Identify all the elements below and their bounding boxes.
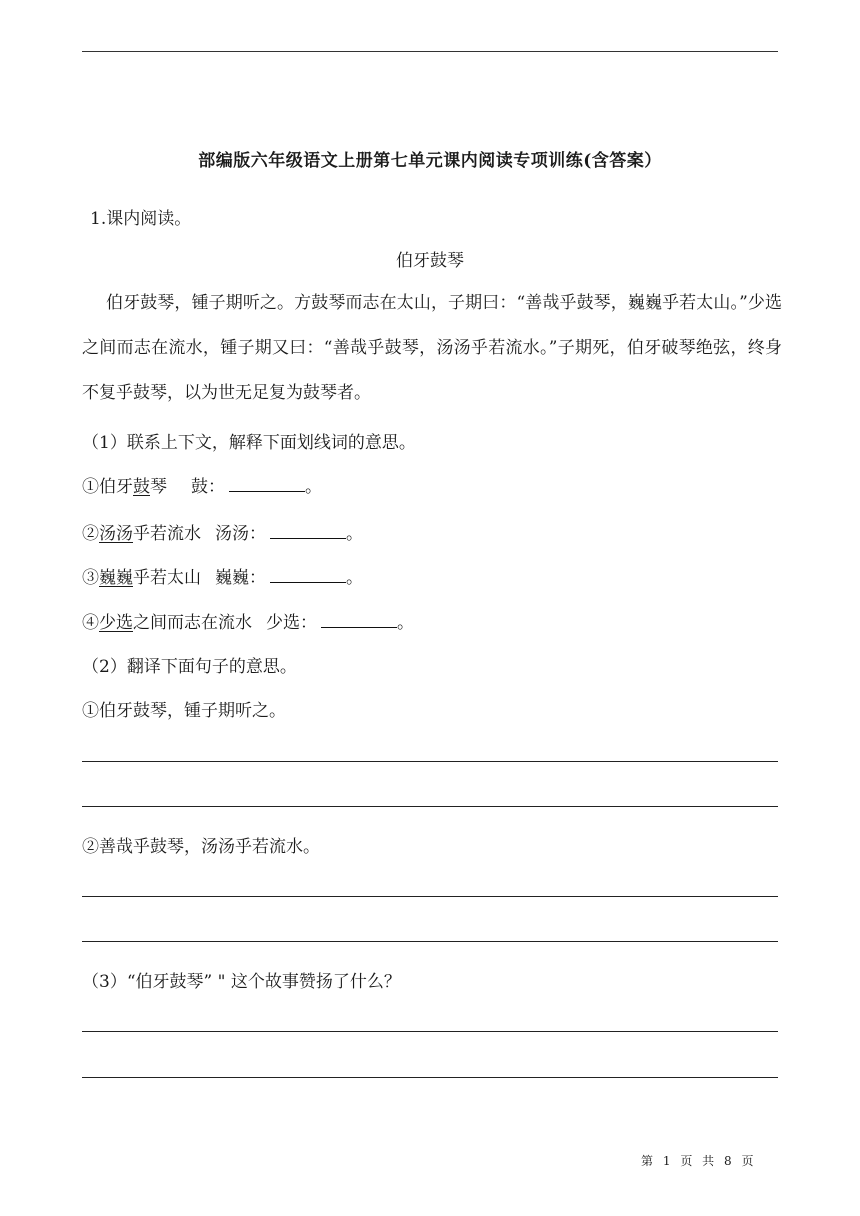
answer-line[interactable] — [82, 896, 778, 897]
vocab-item-1 — [82, 472, 322, 497]
underlined-word: 鼓 — [133, 477, 150, 497]
document-title: 部编版六年级语文上册第七单元课内阅读专项训练(含答案） — [198, 151, 662, 171]
underlined-word: 巍巍 — [99, 568, 133, 588]
item-word-label: 少选： — [266, 613, 317, 633]
answer-line[interactable] — [82, 1031, 778, 1032]
vocab-item-3 — [82, 563, 363, 588]
footer-text: 页 — [741, 1154, 756, 1168]
footer-text: 第 — [641, 1154, 656, 1168]
item-word-label: 汤汤： — [215, 524, 266, 544]
part-3-prompt: （3）“伯牙鼓琴” " 这个故事赞扬了什么？ — [82, 972, 401, 992]
footer-text: 共 — [702, 1154, 717, 1168]
vocab-item-4 — [82, 608, 414, 633]
answer-line[interactable] — [82, 941, 778, 942]
translate-sentence-1: ①伯牙鼓琴，锺子期听之。 — [82, 701, 286, 721]
item-text-post: 乎若太山 — [133, 568, 201, 588]
item-end: 。 — [346, 568, 363, 588]
header-rule — [82, 51, 778, 52]
answer-blank[interactable] — [270, 522, 346, 539]
item-text-post: 之间而志在流水 — [133, 613, 252, 633]
item-number: ② — [82, 524, 99, 544]
answer-blank[interactable] — [229, 475, 305, 492]
item-text-post: 乎若流水 — [133, 524, 201, 544]
answer-line[interactable] — [82, 1077, 778, 1078]
total-pages: 8 — [724, 1154, 734, 1168]
item-end: 。 — [305, 477, 322, 497]
answer-line[interactable] — [82, 761, 778, 762]
page-footer — [640, 1152, 756, 1169]
underlined-word: 汤汤 — [99, 524, 133, 544]
translate-sentence-2: ②善哉乎鼓琴，汤汤乎若流水。 — [82, 837, 320, 857]
item-word-label: 鼓： — [191, 477, 225, 497]
underlined-word: 少选 — [99, 613, 133, 633]
answer-line[interactable] — [82, 806, 778, 807]
item-text-post: 琴 — [150, 477, 167, 497]
part-2-prompt: （2）翻译下面句子的意思。 — [82, 657, 297, 677]
part-1-prompt: （1）联系上下文，解释下面划线词的意思。 — [82, 433, 416, 453]
item-end: 。 — [397, 613, 414, 633]
answer-blank[interactable] — [321, 611, 397, 628]
page-number: 1 — [662, 1154, 673, 1168]
item-number: ④ — [82, 613, 99, 633]
item-text-pre: 伯牙 — [99, 477, 133, 497]
question-1-label: 1.课内阅读。 — [90, 209, 192, 229]
vocab-item-2 — [82, 519, 363, 544]
item-end: 。 — [346, 524, 363, 544]
item-number: ③ — [82, 568, 99, 588]
item-word-label: 巍巍： — [215, 568, 266, 588]
footer-text: 页 — [680, 1154, 695, 1168]
answer-blank[interactable] — [270, 566, 346, 583]
passage-title: 伯牙鼓琴 — [396, 251, 464, 271]
passage-text: 伯牙鼓琴，锺子期听之。方鼓琴而志在太山，子期曰：“善哉乎鼓琴，巍巍乎若太山。”少选之间而志在流水，锺子期又曰：“善哉乎鼓琴，汤汤乎若流水。”子期死，伯牙破琴绝弦，终身不复乎鼓琴，以为世无足复为鼓琴者。 — [82, 293, 782, 403]
item-number: ① — [82, 477, 99, 497]
